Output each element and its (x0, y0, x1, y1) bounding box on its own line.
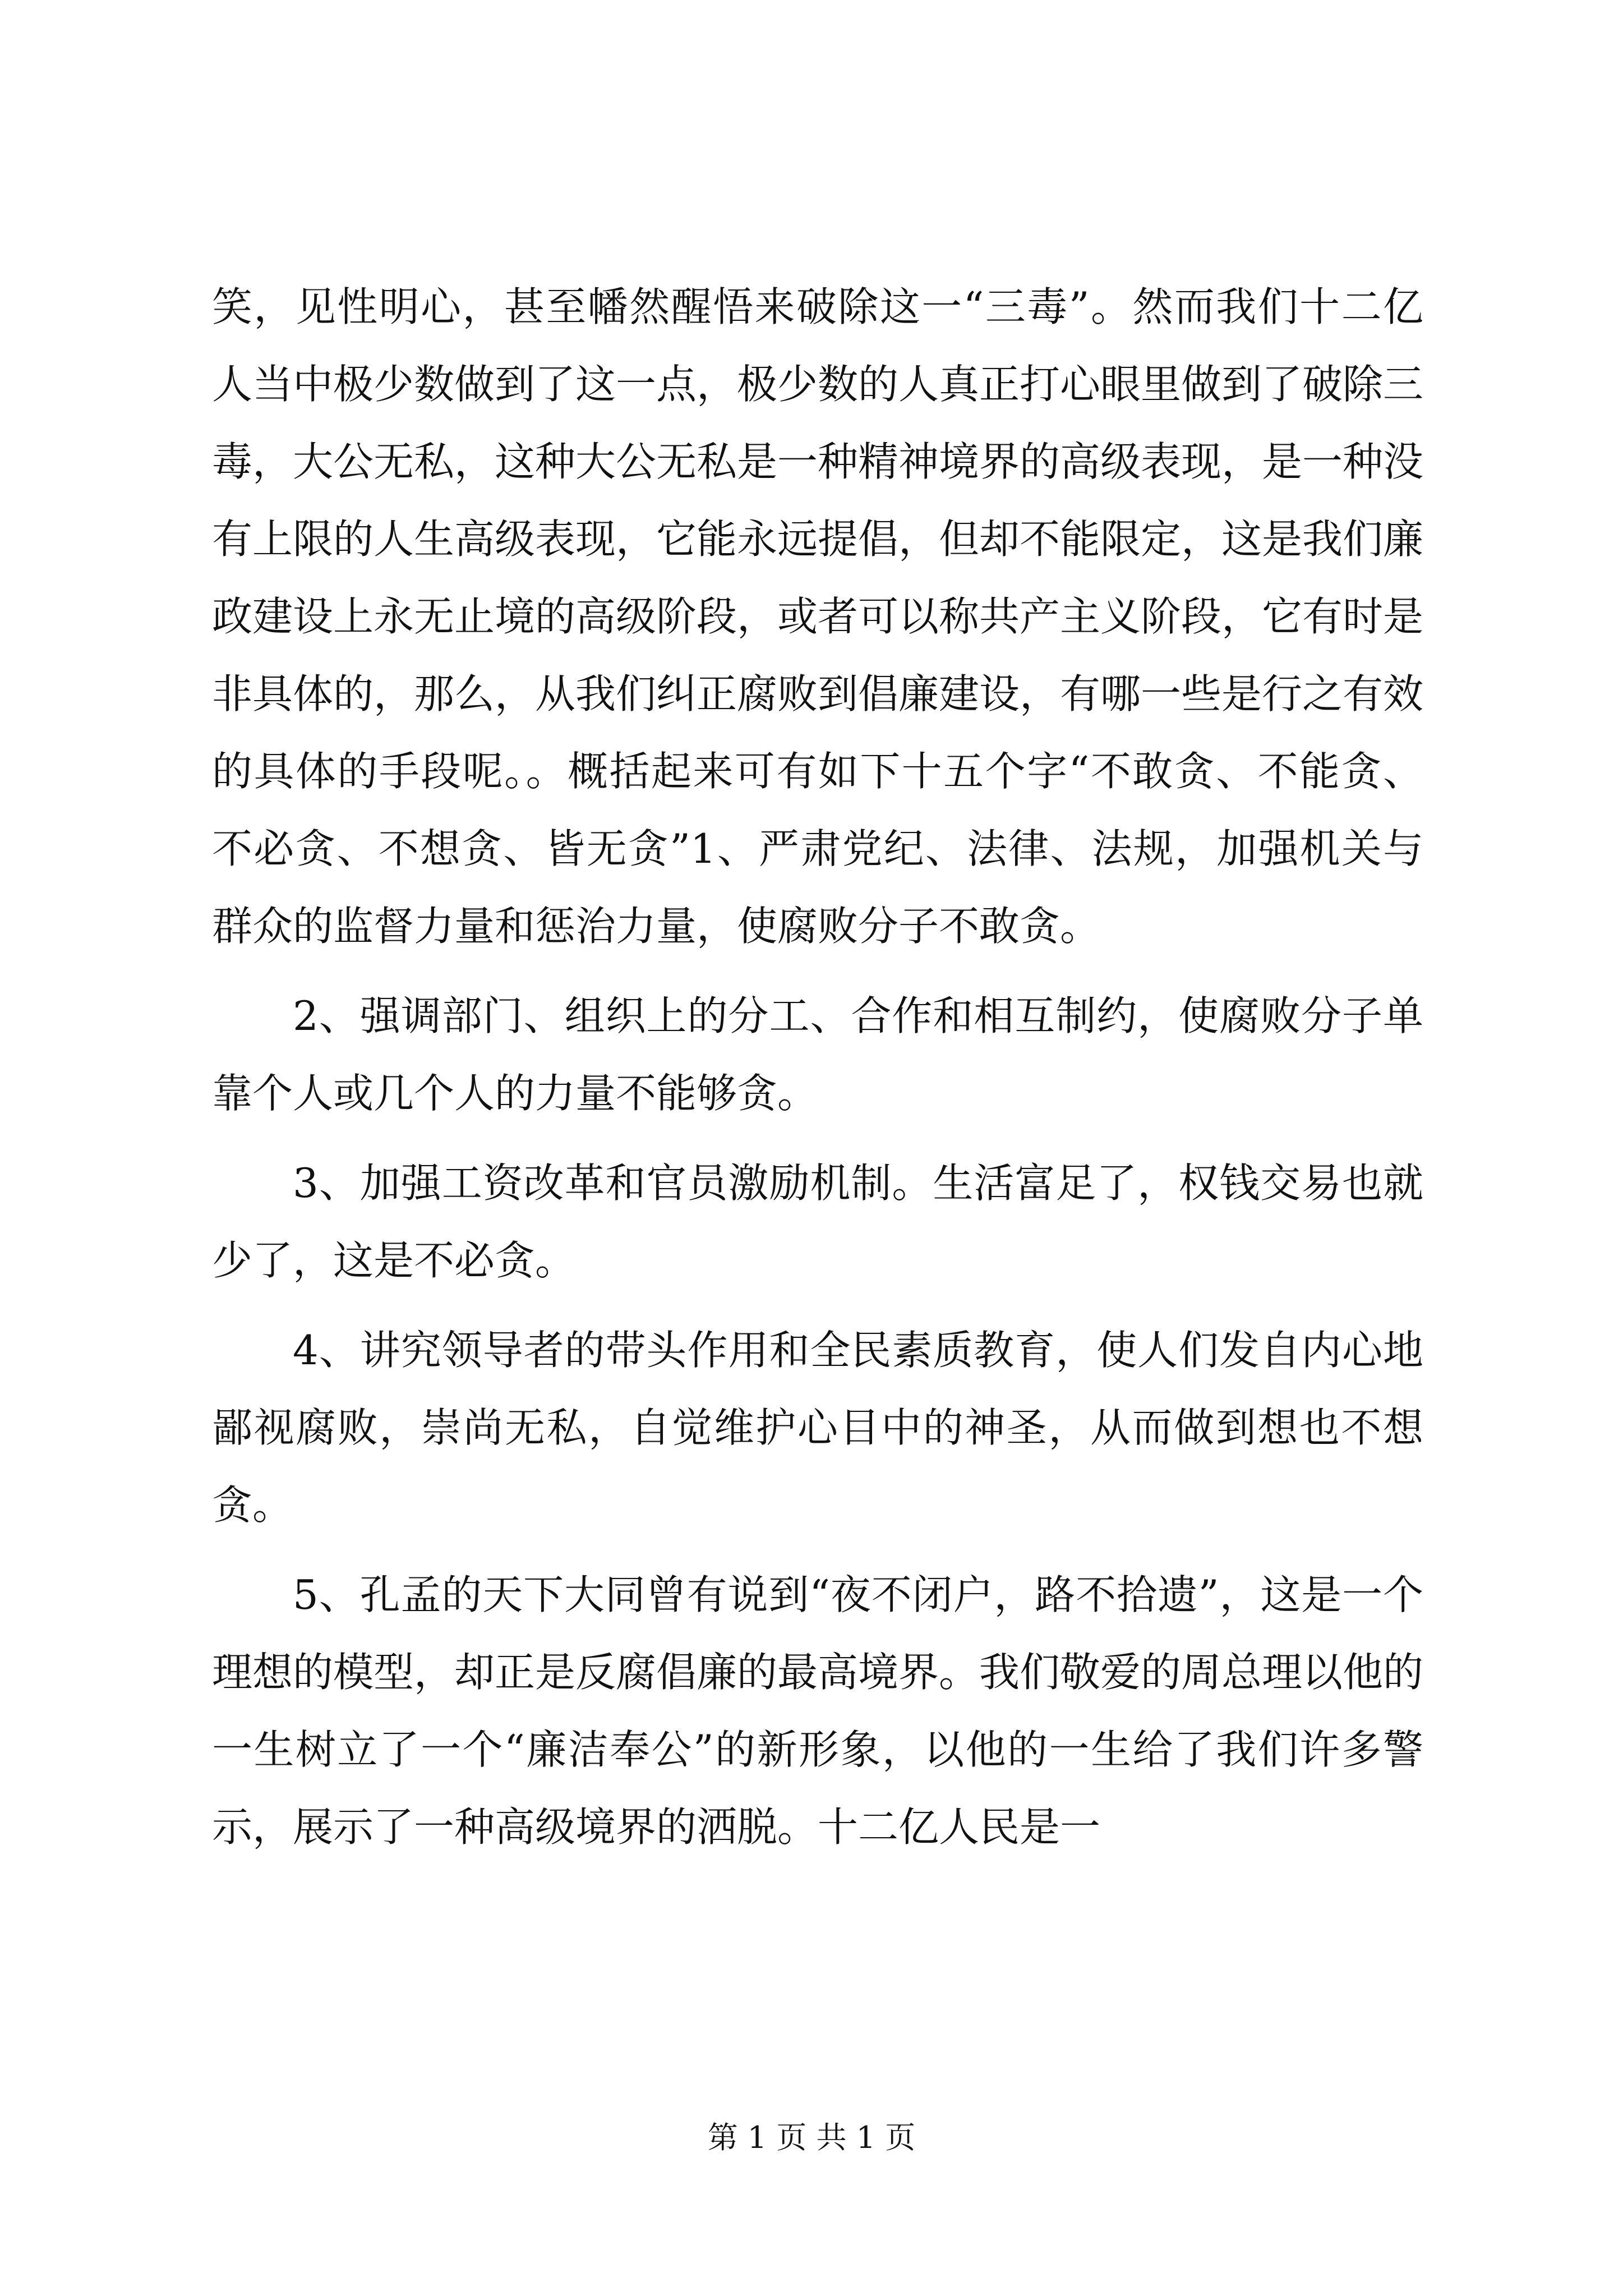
paragraph-3: 3、加强工资改革和官员激励机制。生活富足了，权钱交易也就少了，这是不必贪。 (212, 1159, 1423, 1284)
paragraph-5: 5、孔孟的天下大同曾有说到“夜不闭户，路不拾遗”，这是一个理想的模型，却正是反腐倡廉的最高境界。我们敬爱的周总理以他的一生树立了一个“廉洁奉公”的新形象，以他的一生给了我们许多警示，展示了一种高级境界的洒脱。十二亿人民是一 (212, 1571, 1424, 1851)
document-body (212, 268, 1423, 1878)
paragraph-4: 4、讲究领导者的带头作用和全民素质教育，使人们发自内心地鄙视腐败，崇尚无私，自觉维护心目中的神圣，从而做到想也不想贪。 (212, 1327, 1423, 1529)
page-footer: 第 1 页 共 1 页 (707, 2120, 916, 2155)
paragraph-1: 笑，见性明心，甚至幡然醒悟来破除这一“三毒”。然而我们十二亿人当中极少数做到了这一点，极少数的人真正打心眼里做到了破除三毒，大公无私，这种大公无私是一种精神境界的高级表现，是一种没有上限的人生高级表现，它能永远提倡，但却不能限定，这是我们廉政建设上永无止境的高级阶段，或者可以称共产主义阶段，它有时是非具体的，那么，从我们纠正腐败到倡廉建设，有哪一些是行之有效的具体的手段呢。。概括起来可有如下十五个字“不敢贪、不能贪、不必贪、不想贪、皆无贪”1、严肃党纪、法律、法规，加强机关与群众的监督力量和惩治力量，使腐败分子不敢贪。 (212, 283, 1424, 950)
paragraph-2: 2、强调部门、组织上的分工、合作和相互制约，使腐败分子单靠个人或几个人的力量不能够贪。 (212, 992, 1423, 1117)
